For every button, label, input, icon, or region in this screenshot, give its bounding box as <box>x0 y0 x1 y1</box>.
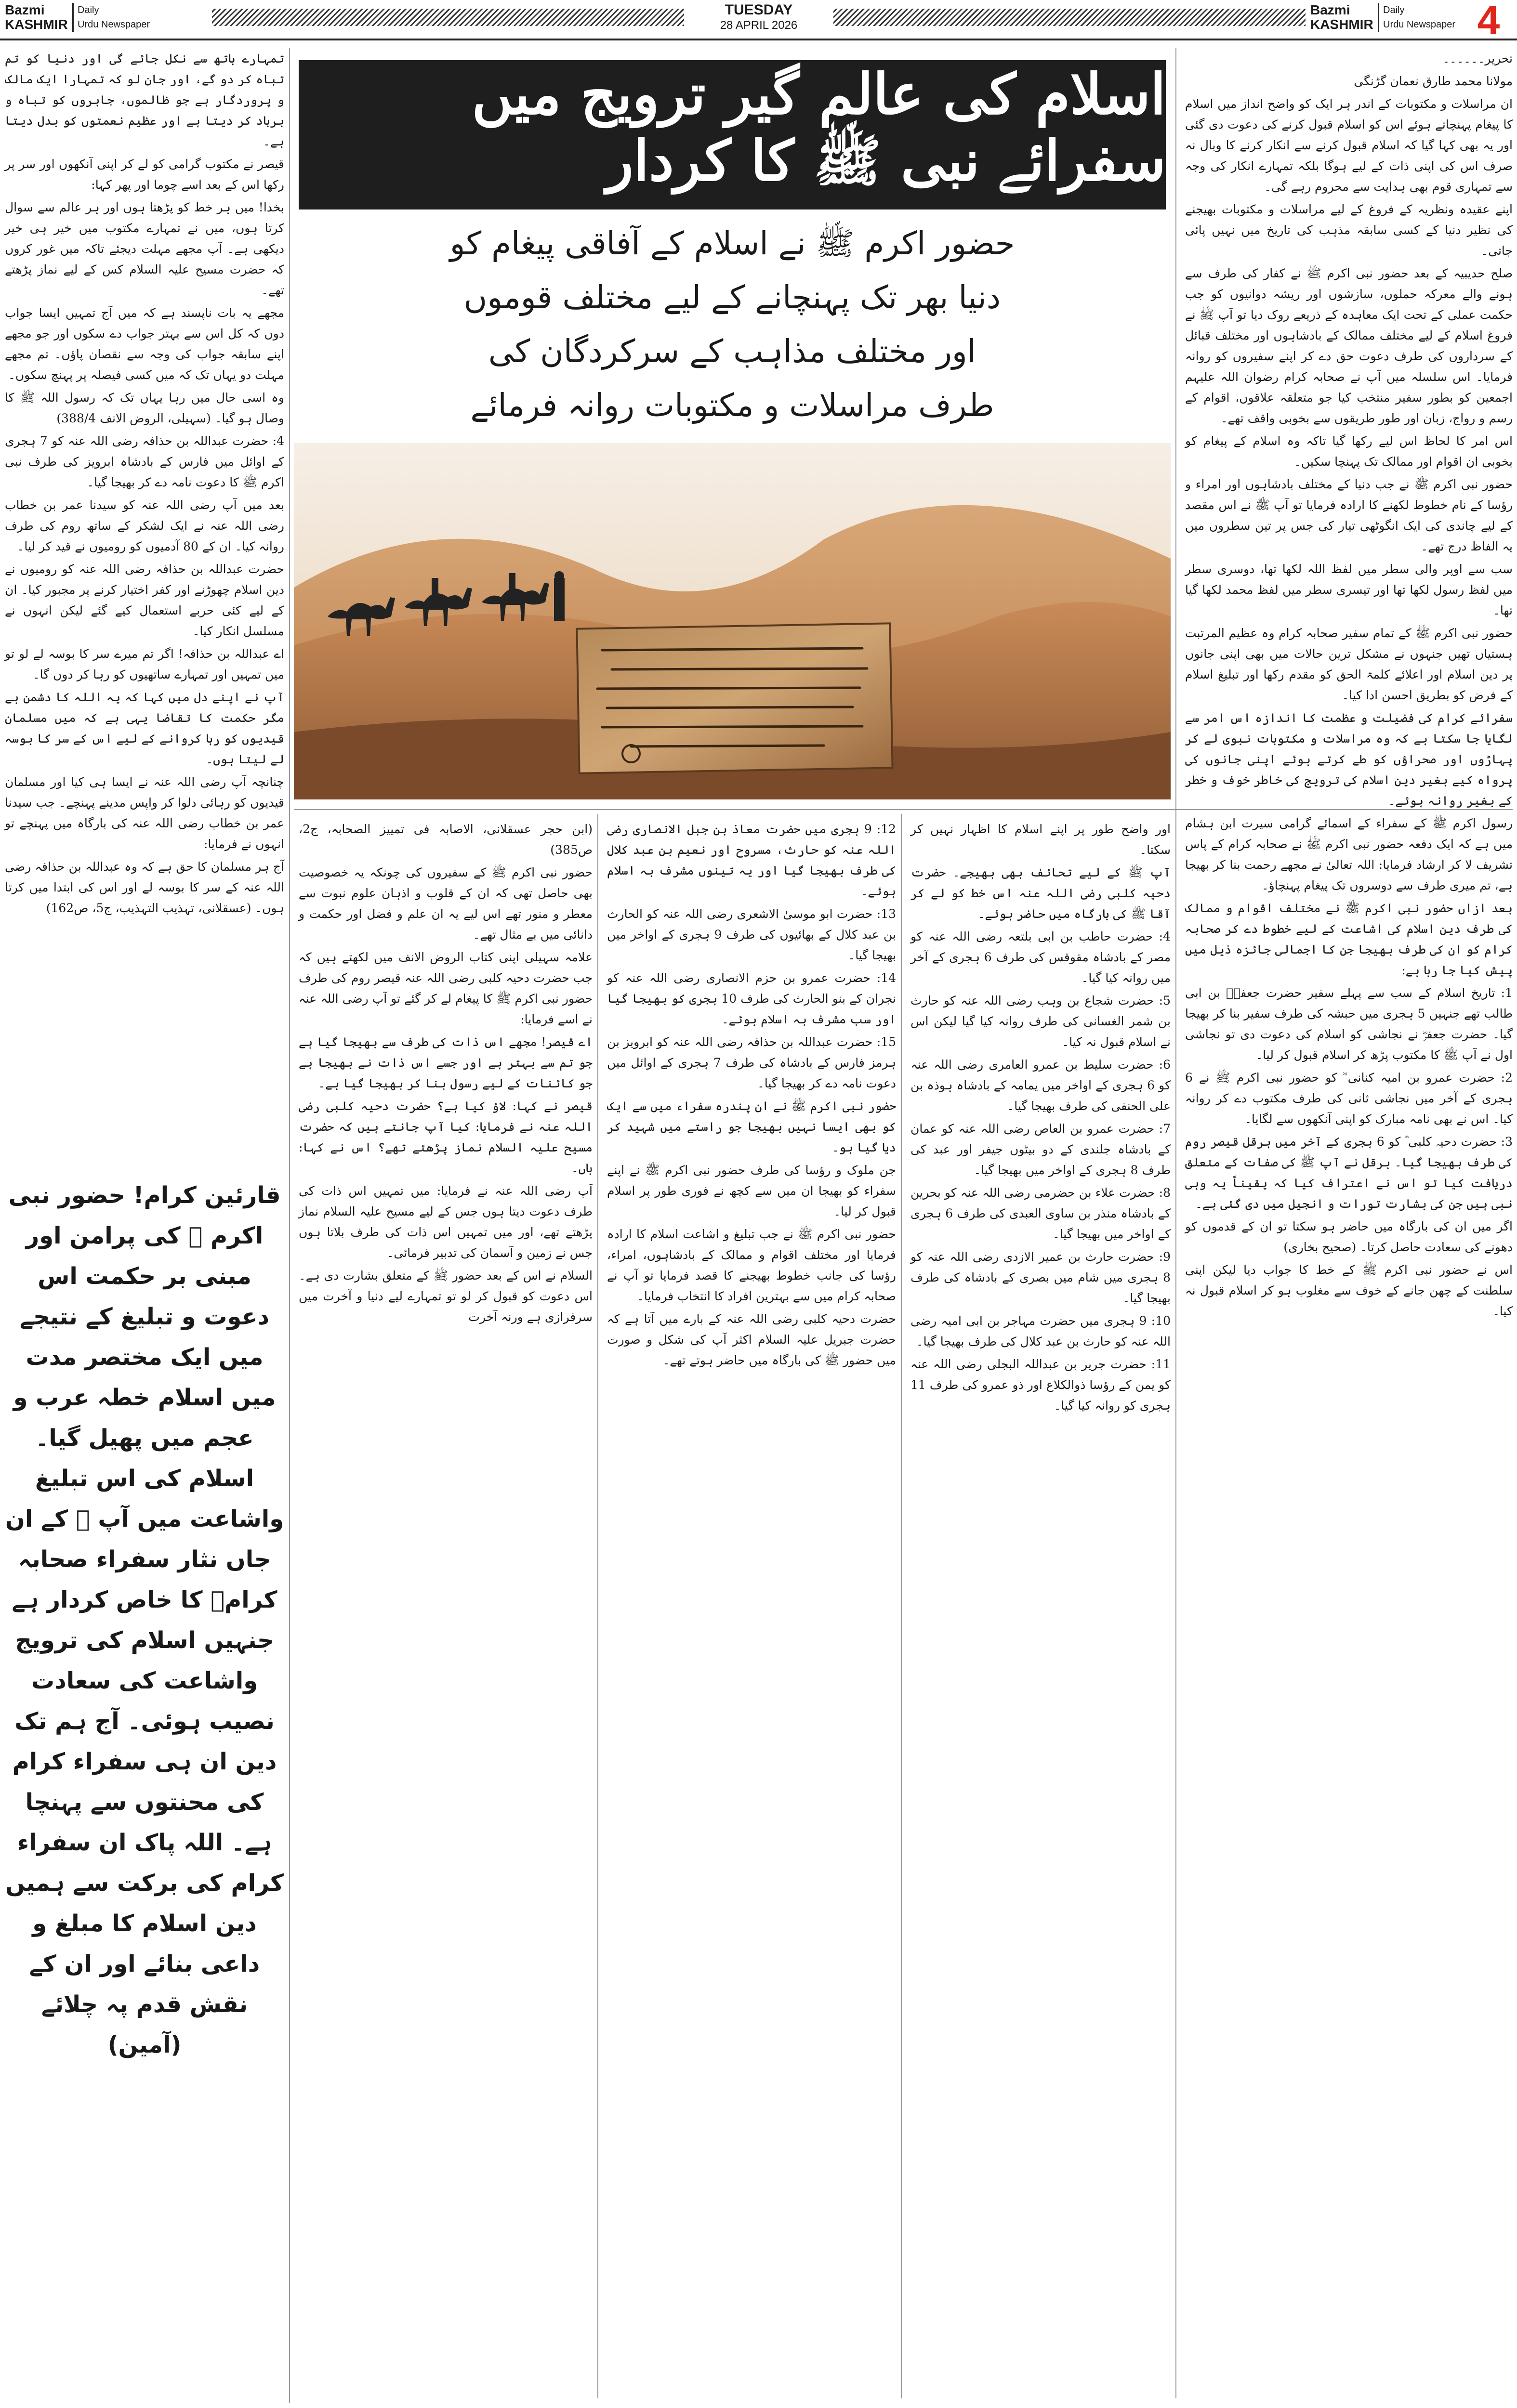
article-paragraph: چنانچہ آپ رضی اللہ عنہ نے ایسا ہی کیا اور مسلمان قیدیوں کو رہائی دلوا کر واپس مدینے پہنچے۔ جب سیدنا عمر بن خطاب رضی اللہ عنہ کی بارگاہ میں پہنچے تو انہوں نے فرمایا: <box>5 775 284 851</box>
article-paragraph: 6: حضرت سلیط بن عمرو العامری رضی اللہ عنہ کو 6 ہجری کے اواخر میں یمامہ کے بادشاہ ہوذہ بن علی الحنفی کی طرف بھیجا گیا۔ <box>910 1058 1171 1113</box>
brand-sub-urdu: Urdu Newspaper <box>1383 19 1456 30</box>
column-rule-bottom-2 <box>901 814 902 2398</box>
article-paragraph: وہ اسی حال میں رہا یہاں تک کہ رسول اللہ ﷺ کا وصال ہو گیا۔ (سہیلی، الروض الانف 388/4) <box>5 391 284 425</box>
article-paragraph: اے عبداللہ بن حذافہ! اگر تم میرے سر کا بوسہ لے لو تو میں تمہیں اور تمہارے ساتھیوں کو رہا کر دوں گا۔ <box>5 647 284 681</box>
article-paragraph: اس نے حضور نبی اکرم ﷺ کے خط کا جواب دیا لیکن اپنی سلطنت کے چھن جانے کے خوف سے مغلوب ہو کر اسلام قبول نہ کیا۔ <box>1185 1263 1513 1318</box>
article-paragraph: قیصر نے مکتوب گرامی کو لے کر اپنی آنکھوں اور سر پر رکھا اس کے بعد اسے چوما اور پھر کہا: <box>5 157 284 192</box>
article-paragraph: آپ رضی اللہ عنہ نے فرمایا: میں تمہیں اس ذات کی طرف دعوت دیتا ہوں جس کے لیے مسیح علیہ السلام نماز پڑھتے تھے، اور میں تمہیں اس ذات کی طرف بلاتا ہوں جس نے زمین و آسمان کی تدبیر فرمائی۔ <box>299 1184 593 1260</box>
brand-top: Bazmi <box>1310 2 1350 17</box>
article-paragraph: 12: 9 ہجری میں حضرت معاذ بن جبل الانصاری رضی اللہ عنہ کو حارث، مسروح اور نعیم بن عبد کلال کی طرف بھیجا گیا اور یہ تینوں مشرف بہ اسلام ہوئے۔ <box>607 822 896 898</box>
article-paragraph: 8: حضرت علاء بن حضرمی رضی اللہ عنہ کو بحرین کے بادشاہ منذر بن ساوی العبدی کی طرف 6 ہجری کے اواخر میں بھیجا گیا۔ <box>910 1186 1171 1241</box>
article-paragraph: حضور نبی اکرم ﷺ نے ان پندرہ سفراء میں سے ایک کو بھی ایسا نہیں بھیجا جو راستے میں شہید کر دیا گیا ہو۔ <box>607 1099 896 1154</box>
brand-sub-urdu: Urdu Newspaper <box>78 19 150 30</box>
brand-bottom: KASHMIR <box>5 17 68 32</box>
masthead-hatch-left <box>212 9 684 26</box>
intro-line: طرف مراسلات و مکتوبات روانہ فرمائے <box>470 387 994 424</box>
issue-date <box>694 2 824 33</box>
article-paragraph: اپنے عقیدہ ونظریہ کے فروغ کے لیے مراسلات و مکتوبات بھیجنے کی نظیر دنیا کے کسی سابقہ مذہب کی تاریخ میں نہیں پائی جاتی۔ <box>1185 202 1513 258</box>
article-paragraph: جن ملوک و رؤسا کی طرف حضور نبی اکرم ﷺ نے اپنے سفراء کو بھیجا ان میں سے کچھ نے فوری طور پر اسلام قبول کر لیا۔ <box>607 1163 896 1218</box>
article-paragraph: 5: حضرت شجاع بن وہب رضی اللہ عنہ کو حارث بن شمر الغسانی کی طرف روانہ کیا گیا لیکن اس نے اسلام قبول نہ کیا۔ <box>910 994 1171 1049</box>
brand-sub-daily: Daily <box>78 5 99 15</box>
article-paragraph: سب سے اوپر والی سطر میں لفظ اللہ لکھا تھا، دوسری سطر میں لفظ رسول لکھا تھا اور تیسری سطر میں لفظ محمد لکھا گیا تھا۔ <box>1185 562 1513 617</box>
issue-day: TUESDAY <box>725 2 793 18</box>
masthead <box>0 0 1517 43</box>
article-paragraph: 10: 9 ہجری میں حضرت مہاجر بن ابی امیہ رضی اللہ عنہ کو حارث بن عبد کلال کی طرف بھیجا گیا۔ <box>910 1314 1171 1348</box>
article-paragraph: آج ہر مسلمان کا حق ہے کہ وہ عبداللہ بن حذافہ رضی اللہ عنہ کے سر کا بوسہ لے اور اس کی ابتدا میں کرتا ہوں۔ (عسقلانی، تہذیب التہذیب، ج5، ص162) <box>5 860 284 915</box>
brand-sub <box>72 3 150 32</box>
closing-callout <box>5 1175 284 2398</box>
article-paragraph: 14: حضرت عمرو بن حزم الانصاری رضی اللہ عنہ کو نجران کے بنو الحارث کی طرف 10 ہجری کو بھیجا گیا اور سب مشرف بہ اسلام ہوئے۔ <box>607 971 896 1026</box>
brand-bottom: KASHMIR <box>1310 17 1373 32</box>
article-paragraph: 2: حضرت عمرو بن امیہ کنانی ؓ کو حضور نبی اکرم ﷺ نے 6 ہجری کے آخر میں نجاشی ثانی کی طرف مکتوب دے کر روانہ کیا۔ اس نے بھی نامہ مبارک کو اپنی آنکھوں سے لگایا۔ <box>1185 1071 1513 1126</box>
article-paragraph: حضور نبی اکرم ﷺ نے جب دنیا کے مختلف بادشاہوں اور امراء و رؤسا کے نام خطوط لکھنے کا ارادہ فرمایا تو آپ ﷺ نے اس مقصد کے لیے چاندی کی ایک انگوٹھی تیار کی جس پر تین سطروں میں یہ الفاظ درج تھے۔ <box>1185 477 1513 553</box>
article-paragraph: اگر میں ان کی بارگاہ میں حاضر ہو سکتا تو ان کے قدموں کو دھونے کی سعادت حاصل کرتا۔ (صحیح بخاری) <box>1185 1219 1513 1254</box>
article-paragraph: بعد میں آپ رضی اللہ عنہ کو سیدنا عمر بن خطاب رضی اللہ عنہ نے ایک لشکر کے ساتھ روم کی طرف روانہ کیا۔ ان کے 80 آدمیوں کو رومیوں نے قید کر لیا۔ <box>5 498 284 553</box>
article-paragraph: 13: حضرت ابو موسیٰ الاشعری رضی اللہ عنہ کو الحارث بن عبد کلال کے بھائیوں کی طرف 9 ہجری کے اواخر میں بھیجا گیا۔ <box>607 907 896 962</box>
intro-pullquote <box>308 217 1156 438</box>
article-paragraph: آپ ﷺ کے لیے تحائف بھی بھیجے۔ حضرت دحیہ کلبی رضی اللہ عنہ اس خط کو لے کر آقا ﷺ کی بارگاہ میں حاضر ہوئے۔ <box>910 865 1171 921</box>
intro-line: دنیا بھر تک پہنچانے کے لیے مختلف قوموں <box>463 279 1001 316</box>
brand-logo-left <box>5 2 150 32</box>
article-paragraph: علامہ سہیلی اپنی کتاب الروض الانف میں لکھتے ہیں کہ جب حضرت دحیہ کلبی رضی اللہ عنہ قیصر روم کی طرف حضور نبی اکرم ﷺ کا پیغام لے کر گئے تو آپ رضی اللہ عنہ نے اسے فرمایا: <box>299 950 593 1026</box>
article-paragraph: حضور نبی اکرم ﷺ کے سفیروں کی چونکہ یہ خصوصیت بھی حاصل تھی کہ ان کے قلوب و اذہان علوم نبوت سے معطر و منور تھے اس لیے یہ ان علم و فضل اور حکمت و دانائی میں بے مثال تھے۔ <box>299 865 593 942</box>
article-paragraph: 3: حضرت دحیہ کلبی ؓ کو 6 ہجری کے آخر میں ہرقل قیصر روم کی طرف بھیجا گیا۔ ہرقل نے آپ ﷺ کی صفات کے متعلق دریافت کیا تو اس نے اعتراف کیا کہ یقیناً یہ وہی نبی ہیں جن کی بشارت تورات و انجیل میں دی گئی ہے۔ <box>1185 1135 1513 1211</box>
article-paragraph: 4: حضرت حاطب بن ابی بلتعہ رضی اللہ عنہ کو مصر کے بادشاہ مقوقس کی طرف 6 ہجری کے آخر میں روانہ کیا گیا۔ <box>910 929 1171 985</box>
left-article-column <box>5 48 284 1165</box>
bottom-column-3 <box>299 819 593 2398</box>
column-rule-bottom-3 <box>1175 814 1176 2398</box>
issue-date-text: 28 APRIL 2026 <box>720 19 798 32</box>
brand-sub-daily: Daily <box>1383 5 1405 15</box>
article-paragraph: 11: حضرت جریر بن عبداللہ البجلی رضی اللہ عنہ کو یمن کے رؤسا ذوالکلاع اور ذو عمرو کی طرف 11 ہجری کو روانہ کیا گیا۔ <box>910 1357 1171 1413</box>
article-paragraph: اس امر کا لحاظ اس لیے رکھا گیا تاکہ وہ اسلام کے پیغام کو بخوبی ان اقوام اور ممالک تک پہنچا سکیں۔ <box>1185 434 1513 469</box>
article-paragraph: اور واضح طور پر اپنے اسلام کا اظہار نہیں کر سکتا۔ <box>910 822 1171 857</box>
closing-callout-text: قارئین کرام! حضور نبی اکرم ﷺ کی پرامن اور مبنی بر حکمت اس دعوت و تبلیغ کے نتیجے میں ایک مختصر مدت میں اسلام خطہ عرب و عجم میں پھیل گیا۔ اسلام کی اس تبلیغ واشاعت میں آپ ﷺ کے ان جاں نثار سفراء صحابہ کرامؓ کا خاص کردار ہے جنہیں اسلام کی ترویج واشاعت کی سعادت نصیب ہوئی۔ آج ہم تک دین ان ہی سفراء کرام کی محنتوں سے پہنچا ہے۔ اللہ پاک ان سفراء کرام کی برکت سے ہمیں دین اسلام کا مبلغ و داعی بنائے اور ان کے نقش قدم پہ چلائے (آمین) <box>5 1182 284 2058</box>
brand-logo-right <box>1310 2 1456 32</box>
brand-sub <box>1378 3 1455 32</box>
article-paragraph: ان مراسلات و مکتوبات کے اندر ہر ایک کو واضح انداز میں اسلام کا پیغام پہنچاتے ہوئے اس کو اسلام قبول کرنے کی دعوت دی گئی اور یہ بھی کہا گیا کہ اسلام قبول کرنے سے انکار کرنے کا وبال نہ صرف اس کی اپنی ذات کے لیے ہوگا بلکہ تمہارے انکار کی وجہ سے تمہاری قوم بھی ہدایت سے محروم رہے گی۔ <box>1185 97 1513 194</box>
article-paragraph: (ابن حجر عسقلانی، الاصابہ فی تمییز الصحابہ، ج2، ص385) <box>299 822 593 857</box>
masthead-hatch-right <box>833 9 1306 26</box>
desert-caravan-illustration <box>294 443 1171 799</box>
page-number: 4 <box>1477 0 1500 43</box>
intro-line: حضور اکرم ﷺ نے اسلام کے آفاقی پیغام کو <box>449 225 1015 262</box>
article-paragraph: 15: حضرت عبداللہ بن حذافہ رضی اللہ عنہ کو ابرویز بن ہرمز فارس کے بادشاہ کی طرف 7 ہجری کے اوائل میں دعوت نامہ دے کر بھیجا گیا۔ <box>607 1035 896 1090</box>
article-paragraph: حضرت عبداللہ بن حذافہ رضی اللہ عنہ کو رومیوں نے دین اسلام چھوڑنے اور کفر اختیار کرنے پر مجبور کیا۔ ان کے لیے کئی حربے استعمال کیے گئے لیکن انہوں نے مسلسل انکار کیا۔ <box>5 562 284 638</box>
byline-author: مولانا محمد طارق نعمان گڑنگی <box>1354 74 1513 88</box>
article-paragraph: 7: حضرت عمرو بن العاص رضی اللہ عنہ کو عمان کے بادشاہ جلندی کے دو بیٹوں جیفر اور عبد کی طرف 8 ہجری کے اواخر میں بھیجا گیا۔ <box>910 1122 1171 1177</box>
brand-top: Bazmi <box>5 2 45 17</box>
article-paragraph: السلام نے اس کے بعد حضور ﷺ کے متعلق بشارت دی ہے۔ اس دعوت کو قبول کر لو تو تمہارے لیے دنیا و آخرت میں سرفرازی ہے ورنہ آخرت <box>299 1269 593 1324</box>
article-paragraph: رسول اکرم ﷺ کے سفراء کے اسمائے گرامی سیرت ابن ہشام میں ہے کہ ایک دفعہ حضور نبی اکرم ﷺ نے صحابہ کرام کے پاس تشریف لا کر ارشاد فرمایا: اللہ تعالیٰ نے مجھے رحمت بنا کر بھیجا ہے، تم میری طرف سے دوسروں تک پیغام پہنچاؤ۔ <box>1185 816 1513 892</box>
article-paragraph: آپ نے اپنے دل میں کہا کہ یہ اللہ کا دشمن ہے مگر حکمت کا تقاضا یہی ہے کہ میں مسلمان قیدیوں کو رہا کروانے کے لیے اس کے سر کا بوسہ لے لیتا ہوں۔ <box>5 690 284 766</box>
article-paragraph: 1: تاریخ اسلام کے سب سے پہلے سفیر حضرت جعفرؓ بن ابی طالب تھے جنہیں 5 ہجری میں حبشہ کی طرف سفیر بنا کر بھیجا گیا۔ حضرت جعفرؓ نے نجاشی کو اسلام کی دعوت دی تو نجاشی اول نے آپ ﷺ کا مکتوب پڑھ کر اسلام قبول کر لیا۔ <box>1185 986 1513 1062</box>
headline: اسلام کی عالم گیر ترویج میں سفرائے نبی ﷺ کا کردار <box>472 62 1166 194</box>
headline-banner <box>299 60 1166 209</box>
byline-label: تحریر۔۔۔۔۔۔ <box>1442 52 1513 65</box>
article-paragraph: 9: حضرت حارث بن عمیر الازدی رضی اللہ عنہ کو 8 ہجری میں شام میں بصری کے بادشاہ کی طرف بھیجا گیا۔ <box>910 1250 1171 1305</box>
article-paragraph: 4: حضرت عبداللہ بن حذافہ رضی اللہ عنہ کو 7 ہجری کے اوائل میں فارس کے بادشاہ ابرویز کی طرف نبی اکرم ﷺ کا دعوت نامہ دے کر بھیجا گیا۔ <box>5 434 284 489</box>
right-article-column <box>1185 48 1513 1318</box>
ancient-letter-icon <box>577 623 892 773</box>
column-rule-bottom-1 <box>597 814 598 2398</box>
article-paragraph: حضرت دحیہ کلبی رضی اللہ عنہ کے بارے میں آتا ہے کہ حضرت جبریل علیہ السلام اکثر آپ کی شکل و صورت میں حضور ﷺ کی بارگاہ میں حاضر ہوتے تھے۔ <box>607 1312 896 1367</box>
article-paragraph: حضور نبی اکرم ﷺ کے تمام سفیر صحابہ کرام وہ عظیم المرتبت ہستیاں تھیں جنہوں نے مشکل ترین حالات میں بھی اپنی جانوں پر دین اسلام اور اعلائے کلمۃ الحق کو مقدم رکھا اور تبلیغ اسلام کے فرض کو بطریق احسن ادا کیا۔ <box>1185 626 1513 702</box>
article-paragraph: بخدا! میں ہر خط کو پڑھتا ہوں اور ہر عالم سے سوال کرتا ہوں، میں نے تمہارے مکتوب میں خیر ہی خیر دیکھی ہے۔ آپ مجھے مہلت دیجئے تاکہ میں غور کروں کہ حضرت مسیح علیہ السلام کس کے لیے نماز پڑھتے تھے۔ <box>5 200 284 297</box>
article-paragraph: صلح حدیبیہ کے بعد حضور نبی اکرم ﷺ نے کفار کی طرف سے ہونے والے معرکہ حملوں، سازشوں اور ریشہ دوانیوں کو جب حکمت عملی کے تحت ایک معاہدہ کے ذریعے روک دیا تو آپ ﷺ نے فروغ اسلام کے لیے مختلف ممالک کے بادشاہوں اور مختلف قبائل کے سرداروں کی طرف دعوت حق دے کر اپنے سفیروں کو روانہ فرمایا۔ اس سلسلہ میں آپ نے صحابہ کرام رضوان اللہ علیہم اجمعین کو بطور سفیر منتخب کیا جو متعلقہ علاقوں، اقوام کے رسم و رواج، زبان اور طور طریقوں سے بخوبی واقف تھے۔ <box>1185 266 1513 425</box>
article-paragraph: حضور نبی اکرم ﷺ نے جب تبلیغ و اشاعت اسلام کا ارادہ فرمایا اور مختلف اقوام و ممالک کے بادشاہوں، امراء، رؤسا کی جانب خطوط بھیجنے کا قصد فرمایا تو آپ نے صحابہ کرام میں سے بہترین افراد کا انتخاب فرمایا۔ <box>607 1227 896 1303</box>
article-paragraph: بعد ازاں حضور نبی اکرم ﷺ نے مختلف اقوام و ممالک کی طرف دین اسلام کی اشاعت کے لیے خطوط دے کر صحابہ کرام کو ان کی طرف بھیجا جن کا اجمالی جائزہ ذیل میں پیش کیا جا رہا ہے: <box>1185 901 1513 977</box>
article-paragraph: اے قیصر! مجھے اس ذات کی طرف سے بھیجا گیا ہے جو تم سے بہتر ہے اور جسے اس ذات نے بھیجا ہے جو کائنات کے لیے رسول بنا کر بھیجا گیا ہے۔ <box>299 1035 593 1090</box>
bottom-column-2 <box>607 819 896 2398</box>
bottom-column-1 <box>910 819 1171 2398</box>
article-paragraph: قیصر نے کہا: لاؤ کیا ہے؟ حضرت دحیہ کلبی رضی اللہ عنہ نے فرمایا: کیا آپ جانتے ہیں کہ حضرت مسیح علیہ السلام نماز پڑھتے تھے؟ اس نے کہا: ہاں۔ <box>299 1099 593 1175</box>
intro-line: اور مختلف مذاہب کے سرکردگان کی <box>488 333 976 370</box>
article-paragraph: مجھے یہ بات ناپسند ہے کہ میں آج تمہیں ایسا جواب دوں کہ کل اس سے بہتر جواب دے سکوں اور جو مجھے اپنے سابقہ جواب کی وجہ سے نقصان پاؤں۔ تم مجھے مہلت دو یہاں تک کہ میں کسی فیصلہ پر پہنچ سکوں۔ <box>5 306 284 382</box>
column-rule-left <box>289 48 290 2403</box>
article-paragraph: سفرائے کرام کی فضیلت و عظمت کا اندازہ اس امر سے لگایا جا سکتا ہے کہ وہ مراسلات و مکتوبات نبوی لے کر پہاڑوں اور صحراؤں کو طے کرتے ہوئے اپنی جانوں کی پرواہ کیے بغیر دین اسلام کی ترویج کی خاطر خوف و خطر کے بغیر روانہ ہوئے۔ <box>1185 711 1513 808</box>
article-paragraph: تمہارے ہاتھ سے نکل جائے گی اور دنیا کو تم تباہ کر دو گے، اور جان لو کہ تمہارا ایک مالک و پروردگار ہے جو ظالموں، جابروں کو تباہ و برباد کر دیتا ہے اور عظیم نعمتوں کو بدل دیتا ہے۔ <box>5 52 284 148</box>
